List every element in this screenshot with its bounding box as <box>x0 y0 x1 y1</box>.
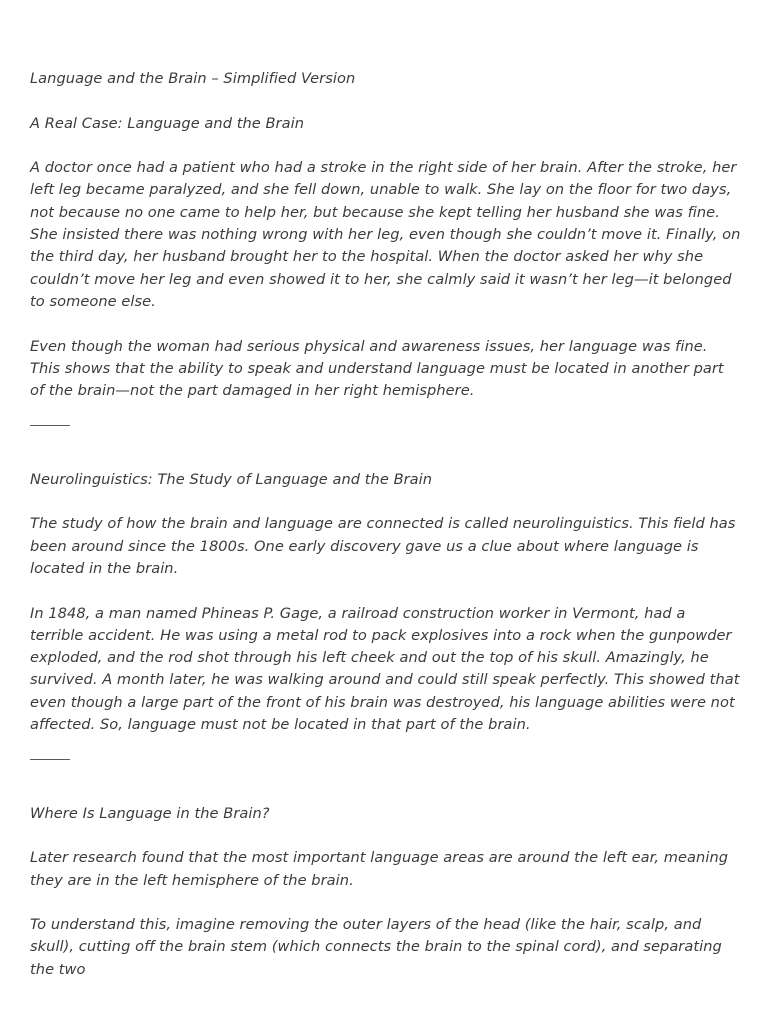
section-heading-neurolinguistics: Neurolinguistics: The Study of Language and the Brain <box>30 470 433 488</box>
paragraph: Even though the woman had serious physical and awareness issues, her language was fine. This shows that the ability to speak and understand language must be located in another part of the brain—not the part damaged in her right hemisphere. <box>30 337 724 400</box>
paragraph: Later research found that the most important language areas are around the left ear, meaning they are in the left hemisphere of the brain. <box>30 849 729 889</box>
section-heading-real-case: A Real Case: Language and the Brain <box>30 114 304 132</box>
section-divider <box>30 425 70 426</box>
section-divider <box>30 759 70 760</box>
paragraph: To understand this, imagine removing the outer layers of the head (like the hair, scalp, and skull), cutting off the brain stem (which connects the brain to the spinal cord), and separating the two <box>30 916 722 978</box>
document-body <box>30 68 742 1003</box>
document-title: Language and the Brain – Simplified Version <box>30 70 356 87</box>
paragraph: In 1848, a man named Phineas P. Gage, a railroad construction worker in Vermont, had a terrible accident. He was using a metal rod to pack explosives into a rock when the gunpowder exploded, and the rod shot through his left cheek and out the top of his skull. Amazingly, he survived. A month later, he was walking around and could still speak perfectly. This showed that even though a large part of the front of his brain was destroyed, his language abilities were not affected. So, language must not be located in that part of the brain. <box>30 604 740 734</box>
paragraph: A doctor once had a patient who had a stroke in the right side of her brain. After the stroke, her left leg became paralyzed, and she fell down, unable to walk. She lay on the floor for two days, not because no one came to help her, but because she kept telling her husband she was fine. She insisted there was nothing wrong with her leg, even though she couldn’t move it. Finally, on the third day, her husband brought her to the hospital. When the doctor asked her why she couldn’t move her leg and even showed it to her, she calmly said it wasn’t her leg—it belonged to someone else. <box>30 159 741 310</box>
section-heading-where-is-language: Where Is Language in the Brain? <box>30 804 270 822</box>
paragraph: The study of how the brain and language are connected is called neurolinguistics. This field has been around since the 1800s. One early discovery gave us a clue about where language is located in the brain. <box>30 515 736 577</box>
